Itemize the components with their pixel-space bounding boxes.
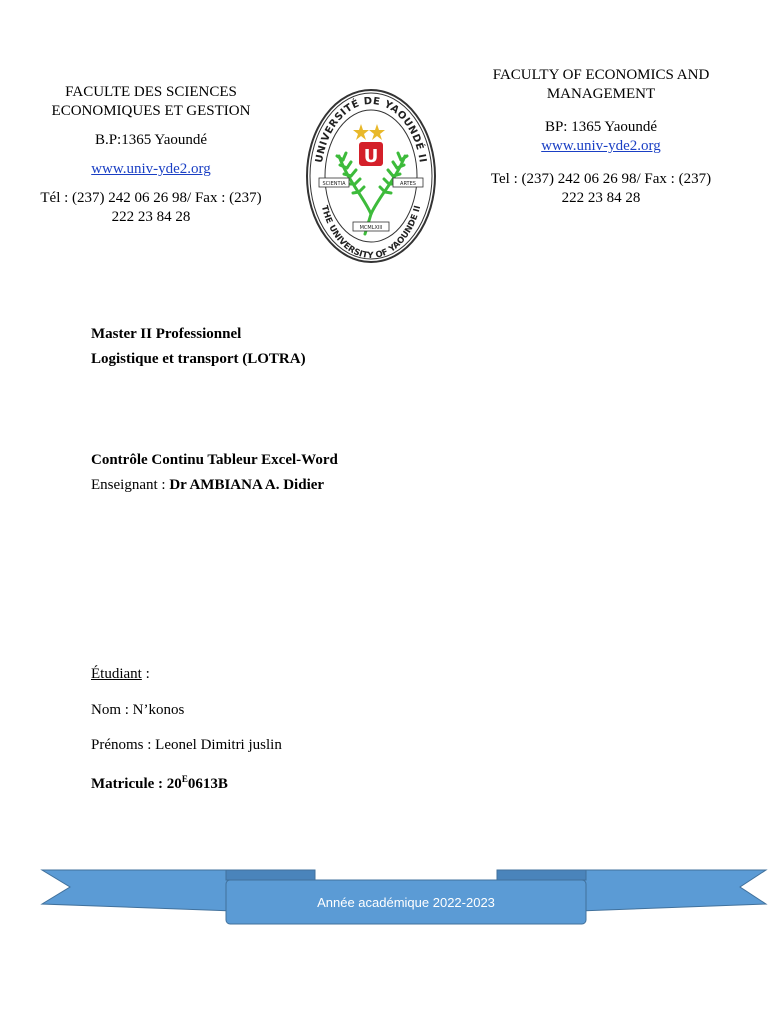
- student-heading: [91, 665, 150, 684]
- academic-year-text: Année académique 2022-2023: [317, 895, 495, 910]
- teacher-line: [91, 476, 324, 495]
- website-link[interactable]: www.univ-yde2.org: [91, 161, 211, 177]
- student-heading-suffix: :: [141, 666, 150, 682]
- ribbon-left-text: SCIENTIA: [322, 181, 346, 187]
- program-name: Logistique et transport (LOTRA): [91, 351, 306, 367]
- ribbon-right-text: ARTES: [400, 181, 416, 187]
- teacher-name: Dr AMBIANA A. Didier: [169, 477, 325, 493]
- student-first-names: Prénoms : Leonel Dimitri juslin: [91, 737, 282, 753]
- university-seal-logo: [303, 86, 439, 266]
- website-link[interactable]: www.univ-yde2.org: [541, 138, 661, 154]
- seal-top-text: UNIVERSITÉ DE YAOUNDÉ II: [314, 95, 428, 164]
- faculty-name-line2: MANAGEMENT: [546, 86, 656, 102]
- phone-fax-line2: 222 23 84 28: [561, 190, 641, 206]
- student-last-name: Nom : N’konos: [91, 702, 185, 718]
- postal-address: BP: 1365 Yaoundé: [544, 119, 658, 135]
- matricule-prefix: Matricule : 20: [91, 776, 182, 792]
- phone-fax-line2: 222 23 84 28: [111, 209, 191, 225]
- phone-fax-line1: Tel : (237) 242 06 26 98/ Fax : (237): [490, 171, 712, 187]
- ribbon-bottom-text: MCMLXIII: [359, 225, 383, 231]
- faculty-header-english: [470, 66, 732, 208]
- faculty-name-line2: ECONOMIQUES ET GESTION: [51, 103, 251, 119]
- program-level: Master II Professionnel: [91, 326, 242, 342]
- assessment-title: Contrôle Continu Tableur Excel-Word: [91, 452, 338, 468]
- matricule-suffix: 0613B: [187, 776, 228, 792]
- matricule-superscript: E: [181, 774, 188, 784]
- seal-letter: U: [363, 146, 379, 167]
- faculty-name-line1: FACULTE DES SCIENCES: [65, 84, 237, 100]
- postal-address: B.P:1365 Yaoundé: [94, 132, 208, 148]
- seal-emblem: [303, 86, 439, 266]
- teacher-label: Enseignant :: [91, 477, 170, 493]
- faculty-header-french: [20, 83, 282, 227]
- phone-fax-line1: Tél : (237) 242 06 26 98/ Fax : (237): [40, 190, 262, 206]
- seal-bottom-text: THE UNIVERSITY OF YAOUNDE II: [318, 204, 424, 262]
- faculty-name-line1: FACULTY OF ECONOMICS AND: [492, 67, 710, 83]
- student-heading-label: Étudiant: [91, 666, 142, 682]
- student-matricule: [91, 770, 228, 794]
